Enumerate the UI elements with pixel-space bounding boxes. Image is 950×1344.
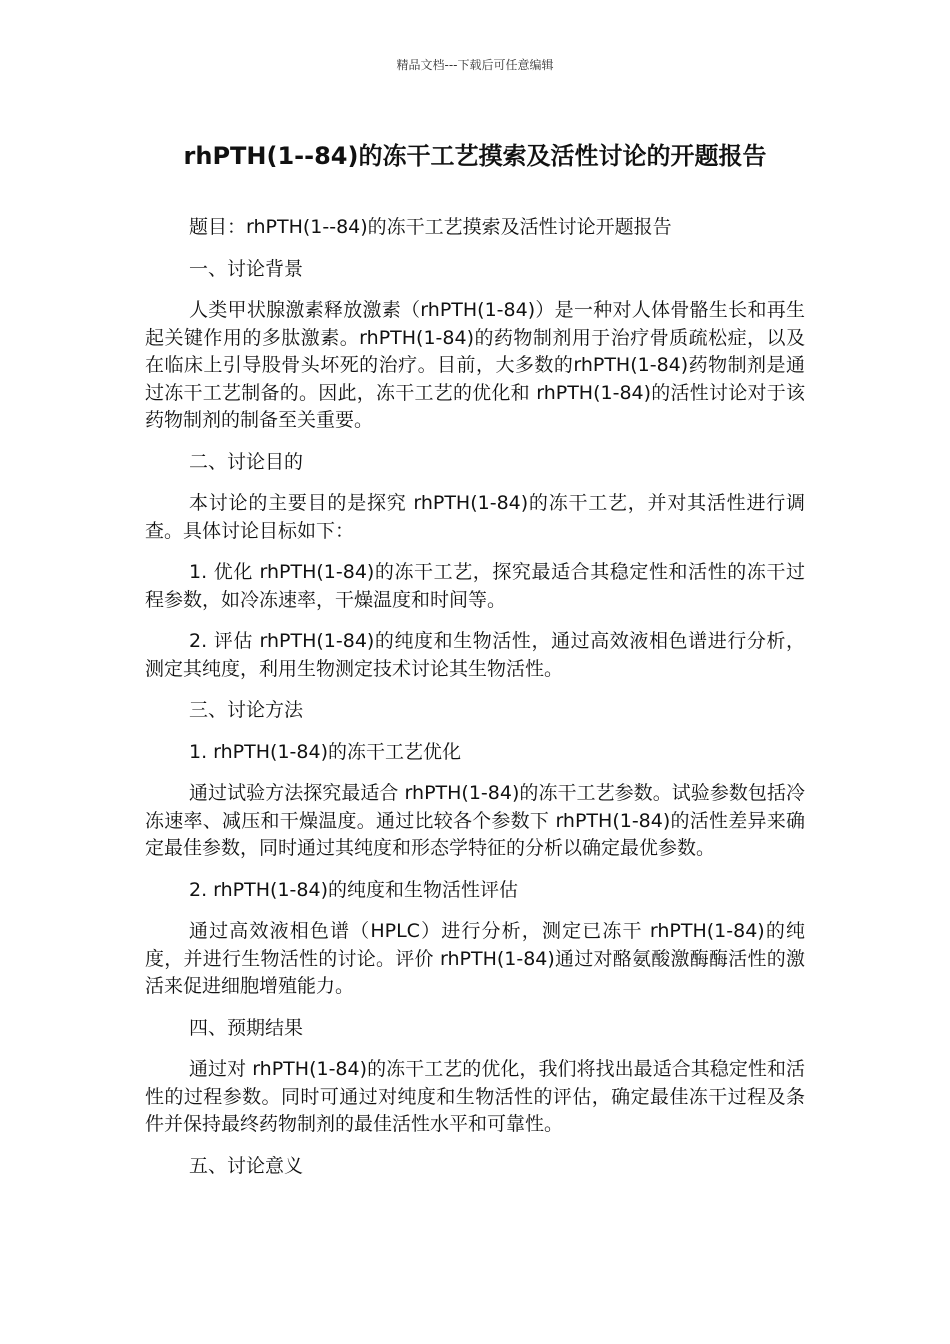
list-item-goal-2: 2. 评估 rhPTH(1-84)的纯度和生物活性，通过高效液相色谱进行分析，测定其纯度，利用生物测定技术讨论其生物活性。 [145,630,805,680]
paragraph-background: 人类甲状腺激素释放激素（rhPTH(1-84)）是一种对人体骨骼生长和再生起关键作用的多肽激素。rhPTH(1-84)的药物制剂用于治疗骨质疏松症，以及在临床上引导股骨头坏死的治疗。目前，大多数的rhPTH(1-84)药物制剂是通过冻干工艺制备的。因此，冻干工艺的优化和 rhPTH(1-84)的活性讨论对于该药物制剂的制备至关重要。 [145,299,805,431]
subheading-method-1: 1. rhPTH(1-84)的冻干工艺优化 [189,740,461,763]
list-item-goal-1: 1. 优化 rhPTH(1-84)的冻干工艺，探究最适合其稳定性和活性的冻干过程参数，如冷冻速率，干燥温度和时间等。 [145,561,805,611]
section-heading-significance: 五、讨论意义 [189,1154,304,1177]
paragraph-method-2: 通过高效液相色谱（HPLC）进行分析，测定已冻干 rhPTH(1-84)的纯度，并进行生物活性的讨论。评价 rhPTH(1-84)通过对酪氨酸激酶酶活性的激活来促进细胞增殖能力。 [145,920,805,997]
document-body [145,214,805,1194]
paragraph-method-1: 通过试验方法探究最适合 rhPTH(1-84)的冻干工艺参数。试验参数包括冷冻速率、减压和干燥温度。通过比较各个参数下 rhPTH(1-84)的活性差异来确定最佳参数，同时通过其纯度和形态学特征的分析以确定最优参数。 [145,782,805,859]
section-heading-purpose: 二、讨论目的 [189,450,304,473]
paragraph-purpose: 本讨论的主要目的是探究 rhPTH(1-84)的冻干工艺，并对其活性进行调查。具体讨论目标如下： [145,492,805,542]
topic-line: 题目：rhPTH(1--84)的冻干工艺摸索及活性讨论开题报告 [189,216,672,238]
subheading-method-2: 2. rhPTH(1-84)的纯度和生物活性评估 [189,878,518,901]
section-heading-background: 一、讨论背景 [189,257,304,280]
header-note: 精品文档---下载后可任意编辑 [396,58,554,72]
section-heading-expected-results: 四、预期结果 [189,1016,304,1039]
paragraph-expected-results: 通过对 rhPTH(1-84)的冻干工艺的优化，我们将找出最适合其稳定性和活性的过程参数。同时可通过对纯度和生物活性的评估，确定最佳冻干过程及条件并保持最终药物制剂的最佳活性水平和可靠性。 [145,1058,805,1135]
document-title: rhPTH(1--84)的冻干工艺摸索及活性讨论的开题报告 [183,142,767,170]
section-heading-methods: 三、讨论方法 [189,699,304,721]
